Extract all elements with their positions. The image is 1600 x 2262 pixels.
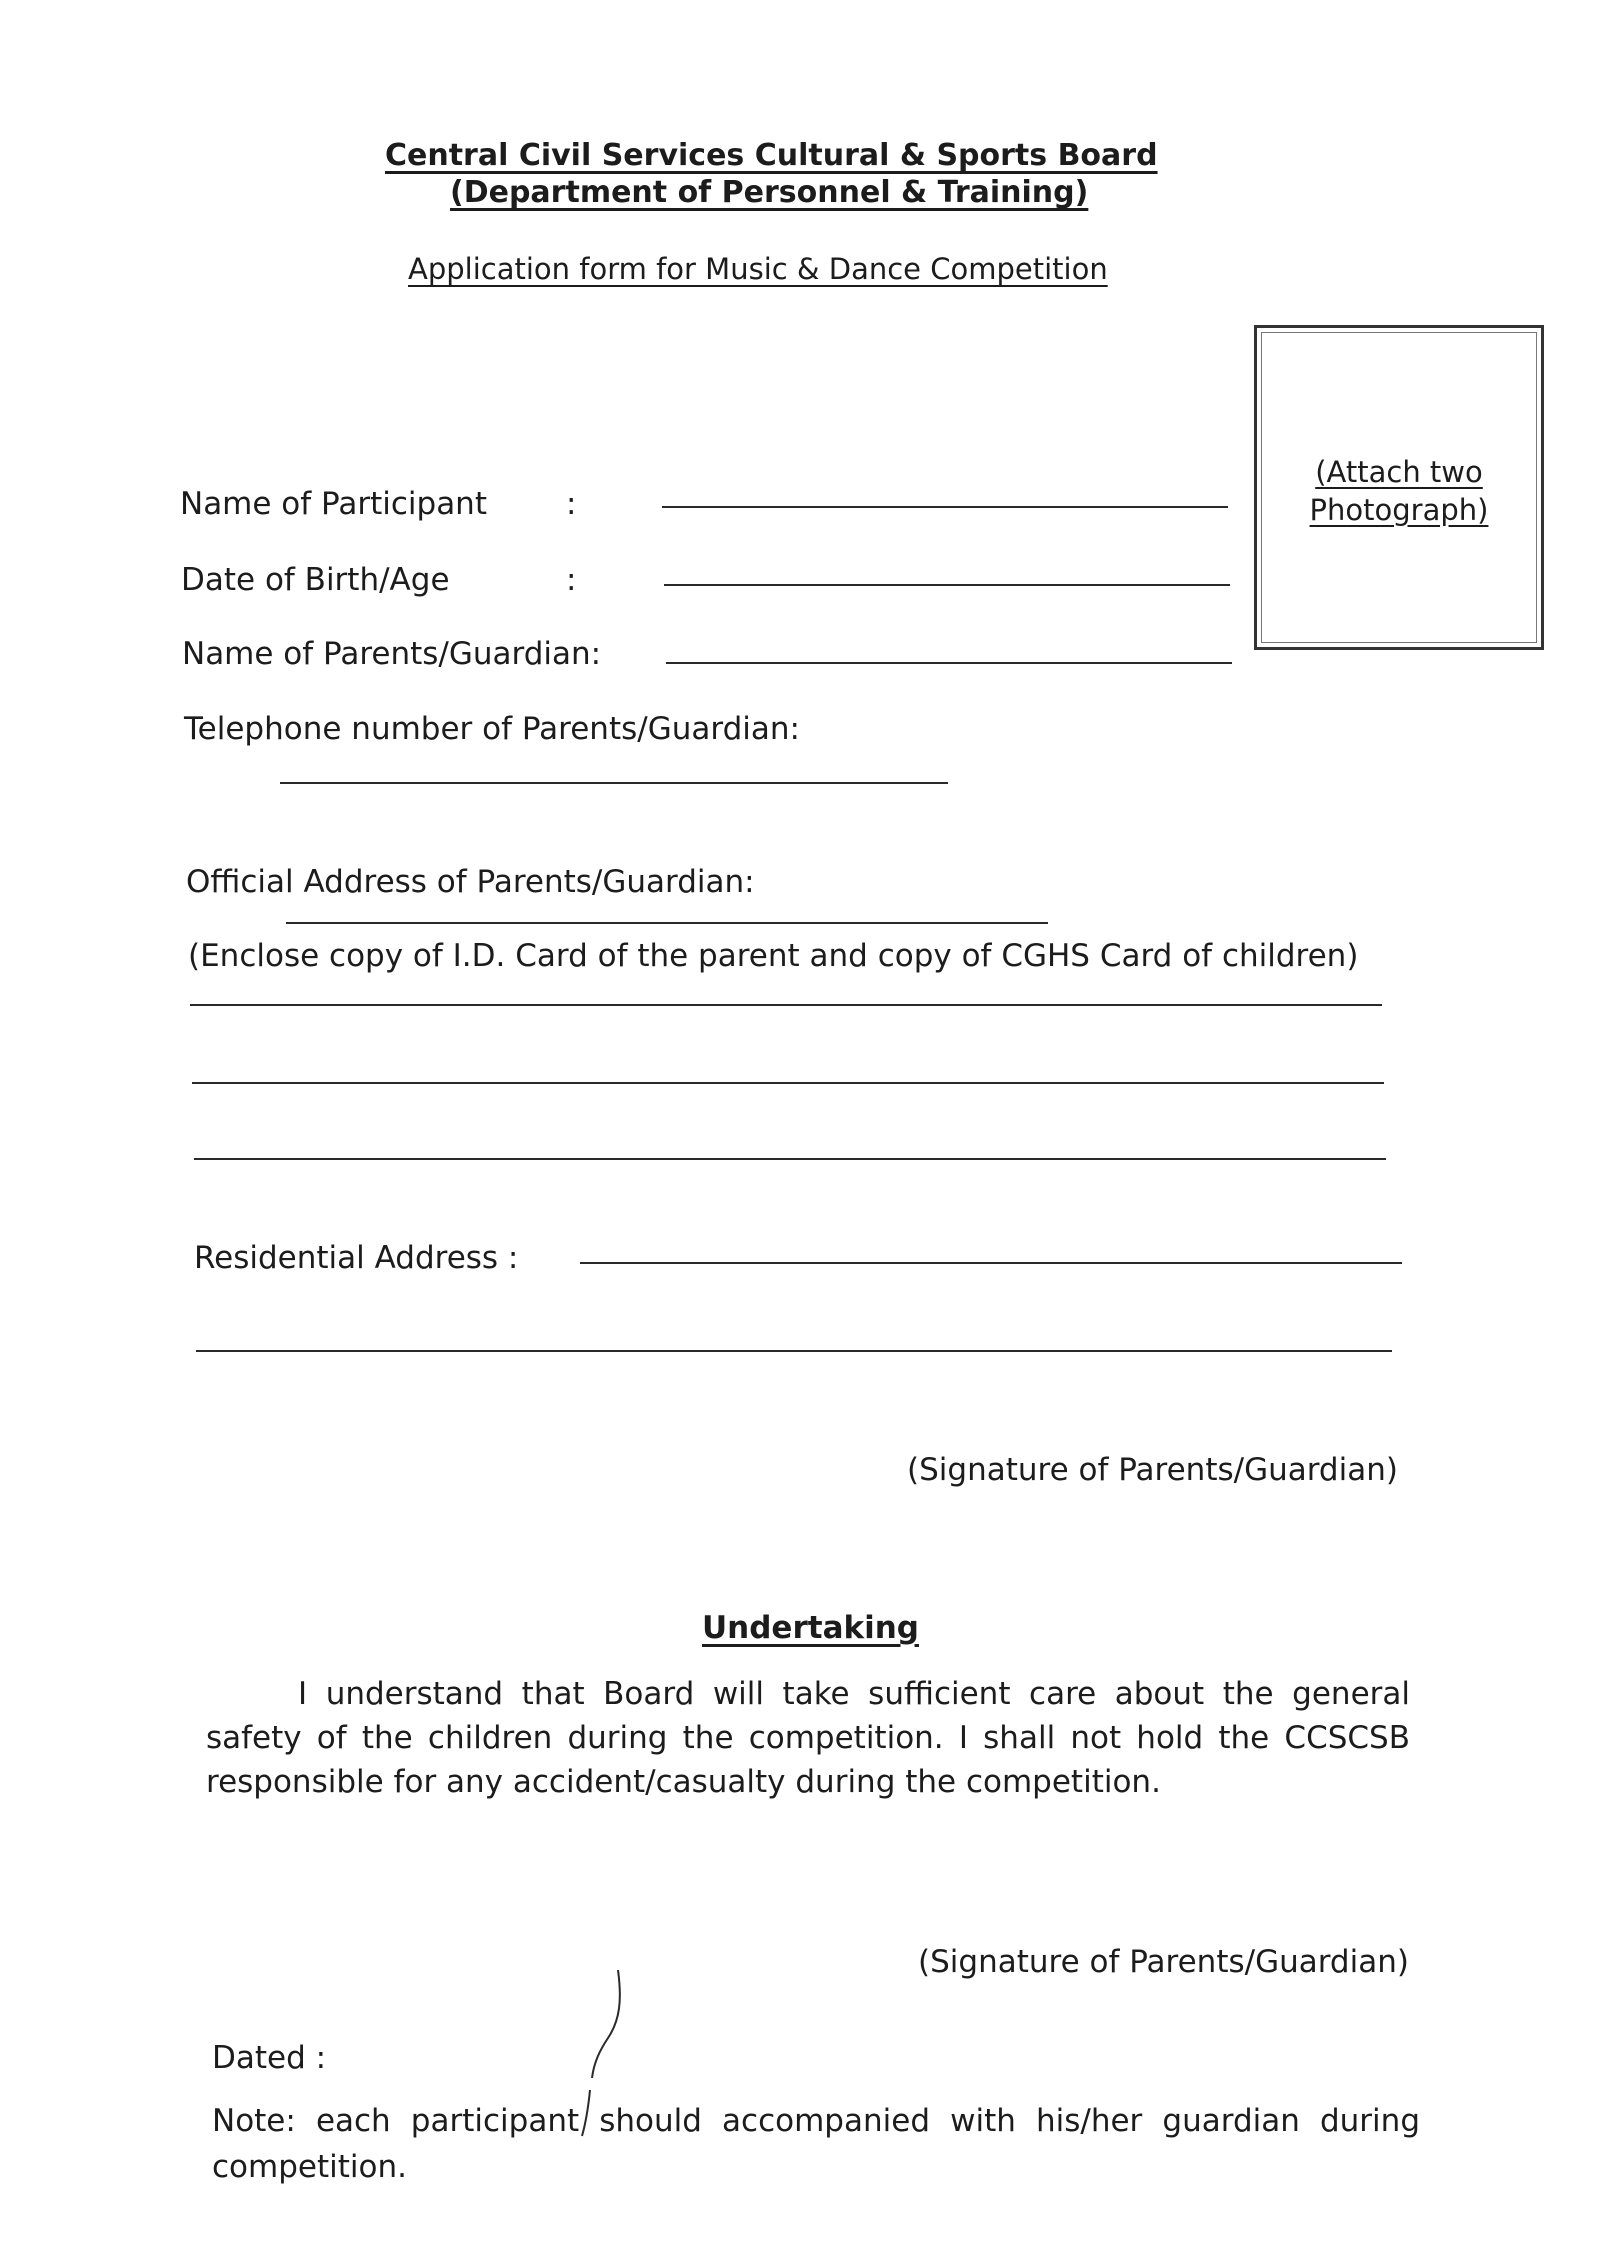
photo-attach-box <box>1254 325 1544 650</box>
photo-instruction-line2: Photograph) <box>1309 493 1489 527</box>
residential-address-field[interactable] <box>580 1262 1402 1264</box>
official-address-line-2[interactable] <box>192 1082 1384 1084</box>
parents-name-field[interactable] <box>666 662 1232 664</box>
enclose-id-note: (Enclose copy of I.D. Card of the parent and copy of CGHS Card of children) <box>188 938 1359 974</box>
parents-name-label: Name of Parents/Guardian: <box>182 636 602 672</box>
guardian-signature-label-2: (Signature of Parents/Guardian) <box>918 1944 1409 1980</box>
participant-name-field[interactable] <box>662 506 1228 508</box>
telephone-label: Telephone number of Parents/Guardian: <box>184 711 800 747</box>
dob-age-field[interactable] <box>664 584 1230 586</box>
guardian-signature-label: (Signature of Parents/Guardian) <box>907 1452 1398 1488</box>
undertaking-heading: Undertaking <box>702 1610 919 1646</box>
participant-name-colon: : <box>566 486 577 522</box>
undertaking-text: I understand that Board will take sufficient care about the general safety of the children during the competition. I shall not hold the CCSCSB responsible for any accident/casualty during the competition. <box>206 1676 1410 1800</box>
official-address-label: Official Address of Parents/Guardian: <box>186 864 755 900</box>
pen-stroke-mark <box>560 1950 640 2140</box>
residential-address-line-2[interactable] <box>196 1350 1392 1352</box>
dob-age-colon: : <box>566 562 577 598</box>
dept-title: (Department of Personnel & Training) <box>450 175 1089 210</box>
form-subtitle: Application form for Music & Dance Competition <box>408 252 1108 286</box>
org-title: Central Civil Services Cultural & Sports Board <box>385 138 1158 173</box>
dated-label: Dated : <box>212 2040 327 2076</box>
residential-address-label: Residential Address : <box>194 1240 519 1276</box>
official-address-line-1[interactable] <box>190 1004 1382 1006</box>
note-text: Note: each participant should accompanied with his/her guardian during competition. <box>212 2103 1420 2185</box>
photo-instruction-line1: (Attach two <box>1315 455 1483 489</box>
dob-age-label: Date of Birth/Age <box>181 562 450 598</box>
photo-instruction <box>1257 453 1541 529</box>
telephone-field[interactable] <box>280 782 948 784</box>
official-address-field[interactable] <box>286 922 1048 924</box>
official-address-line-3[interactable] <box>194 1158 1386 1160</box>
participant-name-label: Name of Participant <box>180 486 487 522</box>
